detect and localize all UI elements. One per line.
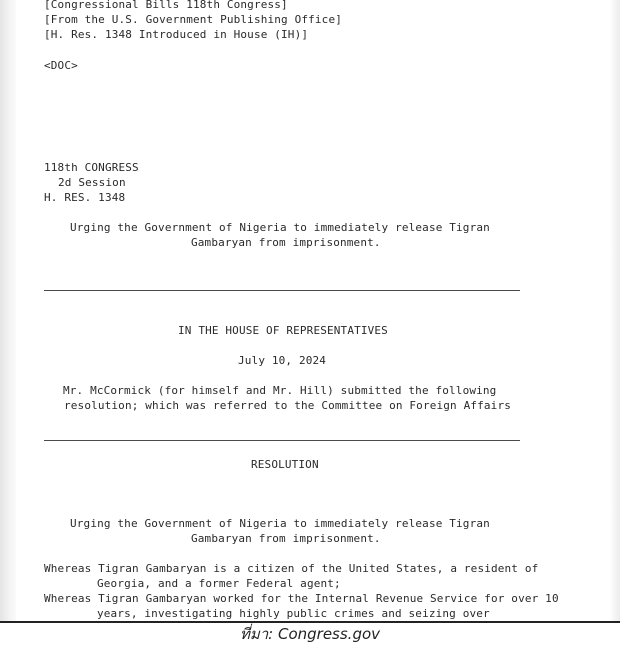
resolution-number: H. RES. 1348 <box>44 191 126 204</box>
introduced-date: July 10, 2024 <box>238 354 327 367</box>
whereas-clause-2-line-2: years, investigating highly public crimes and seizing over <box>97 607 490 620</box>
whereas-clause-1-line-2: Georgia, and a former Federal agent; <box>97 577 341 590</box>
whereas-clause-1-line-1: Whereas Tigran Gambaryan is a citizen of the United States, a resident of <box>44 562 539 575</box>
whereas-clause-2-line-1: Whereas Tigran Gambaryan worked for the Internal Revenue Service for over 10 <box>44 592 559 605</box>
caption-divider <box>0 621 620 623</box>
header-line-publishing-office: [From the U.S. Government Publishing Office] <box>44 13 342 26</box>
house-heading: IN THE HOUSE OF REPRESENTATIVES <box>178 324 388 337</box>
session: 2d Session <box>58 176 126 189</box>
header-line-congressional-bills: [Congressional Bills 118th Congress] <box>44 0 288 11</box>
sponsor-line-2: resolution; which was referred to the Committee on Foreign Affairs <box>64 399 511 412</box>
sponsor-line-1: Mr. McCormick (for himself and Mr. Hill) submitted the following <box>63 384 497 397</box>
doc-tag: <DOC> <box>44 59 78 72</box>
body-title-line-2: Gambaryan from imprisonment. <box>191 532 381 545</box>
title-line-2: Gambaryan from imprisonment. <box>191 236 381 249</box>
title-line-1: Urging the Government of Nigeria to immediately release Tigran <box>70 221 490 234</box>
header-line-introduced: [H. Res. 1348 Introduced in House (IH)] <box>44 28 309 41</box>
resolution-heading: RESOLUTION <box>251 458 319 471</box>
source-caption: ที่มา: Congress.gov <box>239 625 381 643</box>
congress-number: 118th CONGRESS <box>44 161 139 174</box>
body-title-line-1: Urging the Government of Nigeria to immediately release Tigran <box>70 517 490 530</box>
separator-rule <box>44 440 520 441</box>
separator-rule <box>44 290 520 291</box>
